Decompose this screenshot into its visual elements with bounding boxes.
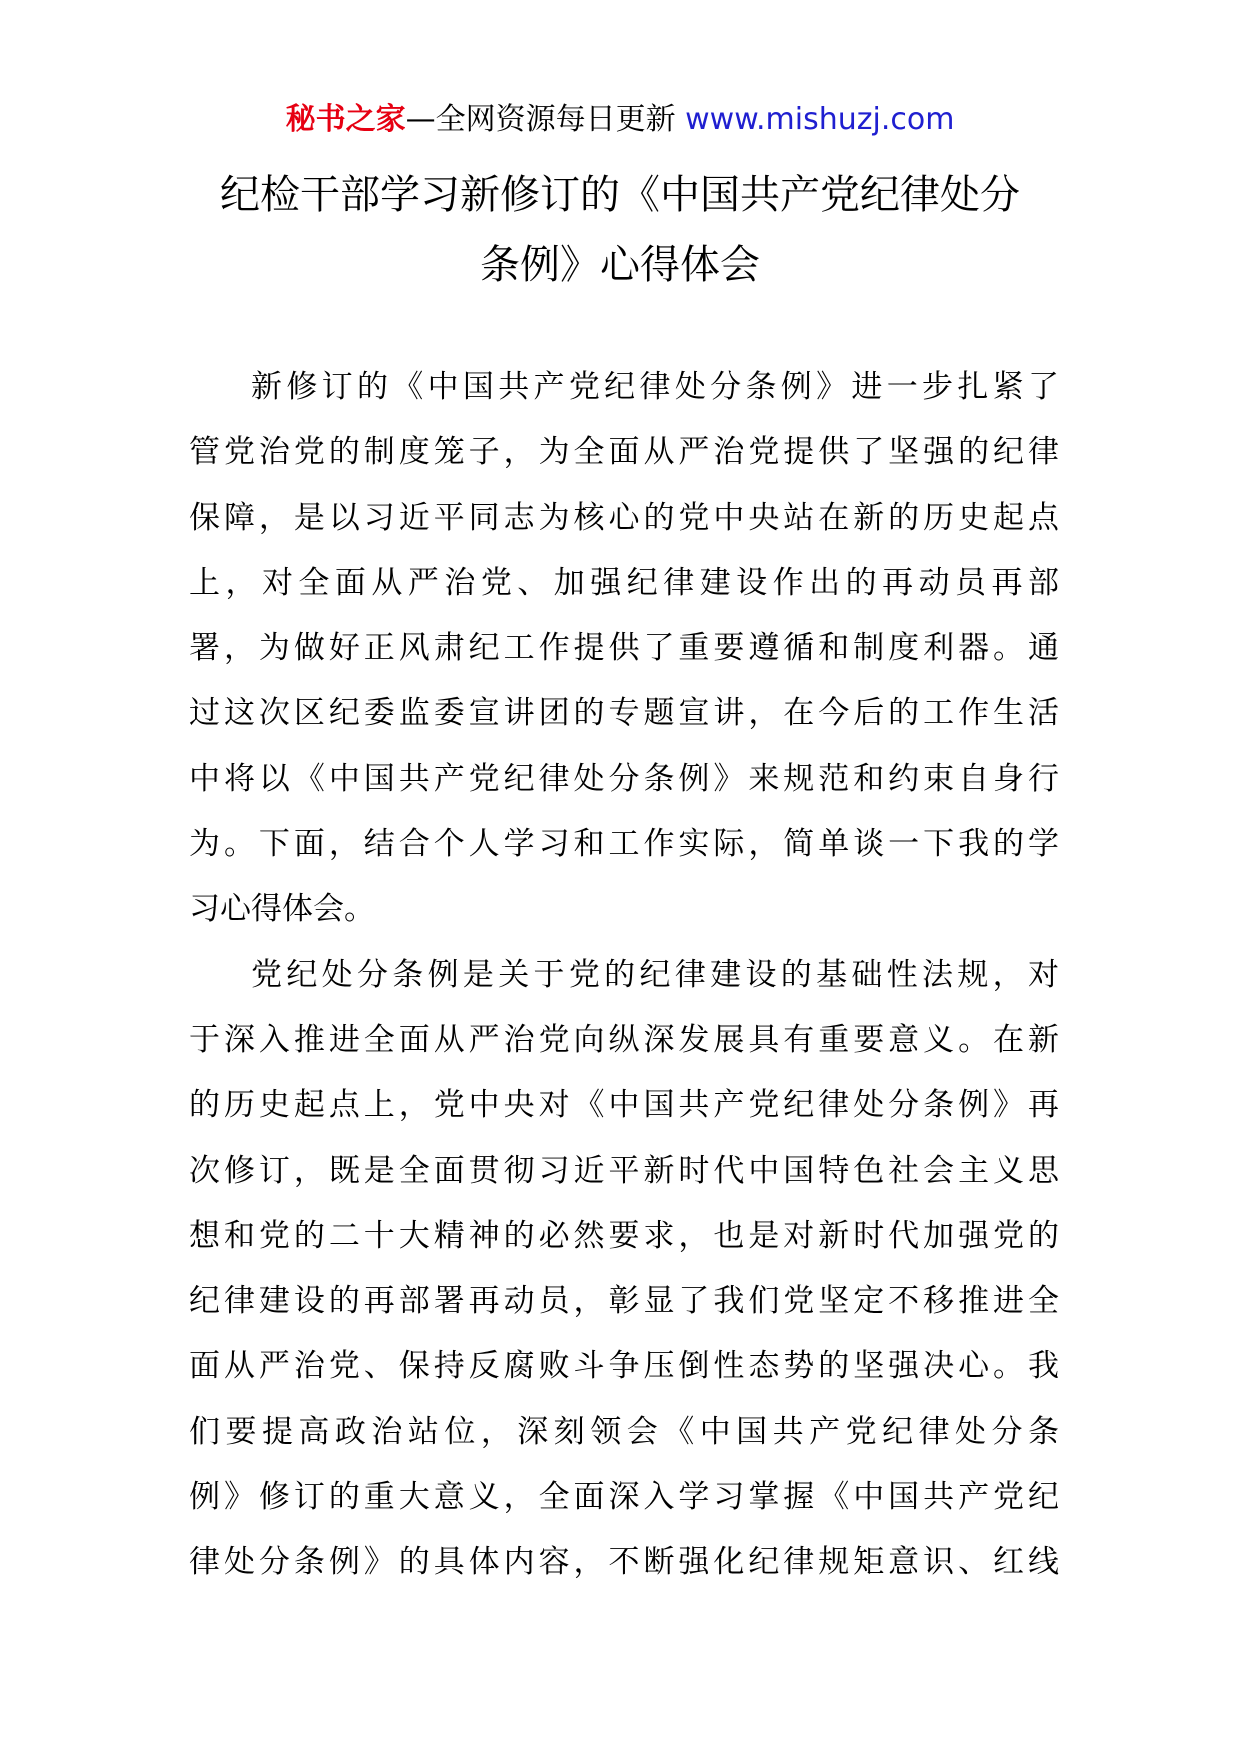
site-tagline: —全网资源每日更新 [405, 102, 686, 137]
paragraph-line: 次修订，既是全面贯彻习近平新时代中国特色社会主义思 [189, 1152, 1059, 1189]
paragraph-line: 保障，是以习近平同志为核心的党中央站在新的历史起点 [189, 499, 1059, 536]
paragraph-line: 过这次区纪委监委宣讲团的专题宣讲，在今后的工作生活 [189, 695, 1059, 732]
paragraph-line: 署，为做好正风肃纪工作提供了重要遵循和制度利器。通 [189, 630, 1059, 667]
paragraph-line: 纪律建设的再部署再动员，彰显了我们党坚定不移推进全 [189, 1283, 1059, 1320]
document-title [160, 160, 1080, 300]
paragraph-line: 党纪处分条例是关于党的纪律建设的基础性法规，对 [251, 956, 1059, 993]
paragraph-line: 于深入推进全面从严治党向纵深发展具有重要意义。在新 [189, 1021, 1059, 1058]
title-line: 条例》心得体会 [480, 242, 760, 288]
paragraph-line: 例》修订的重大意义，全面深入学习掌握《中国共产党纪 [189, 1479, 1059, 1516]
paragraph-line: 想和党的二十大精神的必然要求，也是对新时代加强党的 [189, 1217, 1059, 1254]
paragraph-line: 习心得体会。 [189, 891, 375, 928]
paragraph-line: 中将以《中国共产党纪律处分条例》来规范和约束自身行 [189, 760, 1059, 797]
paragraph-line: 为。下面，结合个人学习和工作实际，简单谈一下我的学 [189, 826, 1059, 863]
paragraph-line: 的历史起点上，党中央对《中国共产党纪律处分条例》再 [189, 1087, 1059, 1124]
site-brand: 秘书之家 [285, 102, 406, 137]
paragraph-line: 面从严治党、保持反腐败斗争压倒性态势的坚强决心。我 [189, 1348, 1059, 1385]
paragraph-line: 上，对全面从严治党、加强纪律建设作出的再动员再部 [189, 564, 1059, 601]
title-line: 纪检干部学习新修订的《中国共产党纪律处分 [220, 172, 1020, 218]
paragraph [189, 355, 1059, 943]
paragraph [189, 943, 1059, 1596]
paragraph-line: 们要提高政治站位，深刻领会《中国共产党纪律处分条 [189, 1413, 1059, 1450]
paragraph-line: 新修订的《中国共产党纪律处分条例》进一步扎紧了 [251, 369, 1059, 405]
document-body [189, 355, 1059, 1596]
site-url-link[interactable]: www.mishuzj.com [685, 102, 955, 137]
watermark-header [0, 100, 1240, 140]
paragraph-line: 律处分条例》的具体内容，不断强化纪律规矩意识、红线 [189, 1544, 1059, 1581]
paragraph-line: 管党治党的制度笼子，为全面从严治党提供了坚强的纪律 [189, 434, 1059, 471]
